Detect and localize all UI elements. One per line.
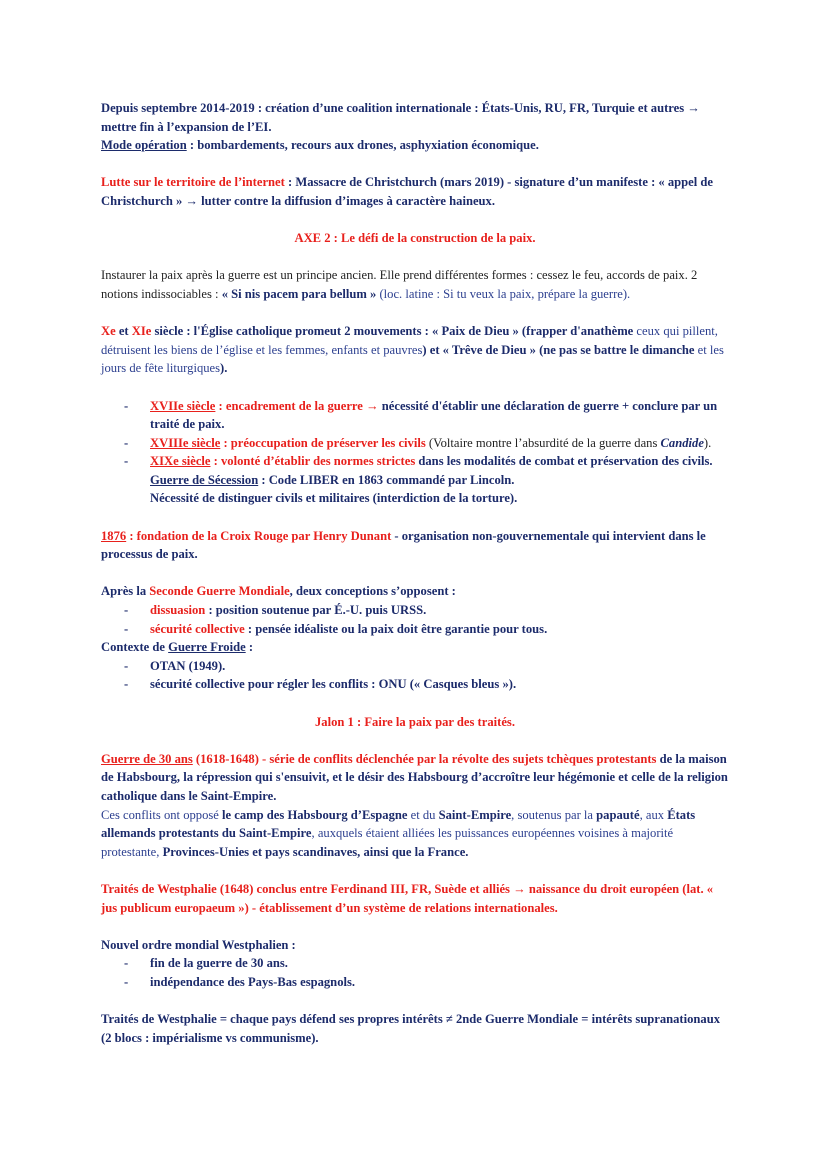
paragraph-conflits — [101, 806, 729, 862]
list-nouvel-ordre — [101, 954, 729, 991]
guerre-30-ans-text-2: de la maison de Habsbourg, la répression qui s'ensuivit, et le désir des Habsbourg d’accroître leur hégémonie et celle de la religion catholique dans le Saint-Empire. — [101, 751, 728, 803]
heading-axe-2: AXE 2 : Le défi de la construction de la paix. — [294, 231, 536, 246]
paragraph-eglise — [101, 322, 729, 378]
term-xviie: XVIIe siècle — [150, 398, 216, 413]
guerre-30-ans-term: Guerre de 30 ans — [101, 751, 193, 766]
conflits-text-8: États allemands protestants du Saint-Empire — [101, 807, 696, 841]
paragraph-nouvel-ordre: Nouvel ordre mondial Westphalien : — [101, 937, 296, 952]
list-item — [101, 620, 729, 639]
paix-text: Instaurer la paix après la guerre est un principe ancien. Elle prend différentes formes : cessez le feu, accords de paix. 2 notions indissociables : — [101, 268, 698, 301]
paragraph-westphalie — [101, 880, 729, 917]
revolte-term: révolte des sujets tchèques protestants — [451, 751, 657, 766]
conflits-text-7: , aux — [639, 807, 668, 822]
term-securite-collective: sécurité collective — [150, 621, 245, 636]
internet-term: Lutte sur le territoire de l’internet — [101, 175, 285, 190]
mode-operation-text: : bombardements, recours aux drones, asphyxiation économique. — [186, 138, 539, 153]
seconde-guerre-term: Seconde Guerre Mondiale — [149, 584, 290, 599]
westphalie-text: Traités de Westphalie (1648) conclus entre Ferdinand III, FR, Suède et alliés → naissance du droit européen (lat. « jus publicum europaeum ») - établissement d’un système de relations internationales. — [101, 881, 714, 915]
xixe-text-2: dans les modalités de combat et préservation des civils. — [415, 454, 713, 469]
paragraph-seconde-guerre — [101, 582, 729, 601]
list-item — [101, 601, 729, 620]
term-xixe: XIXe siècle — [150, 454, 211, 469]
list-item: - OTAN (1949). — [101, 657, 729, 676]
paragraph-coalition — [101, 99, 729, 136]
latin-quote: « Si nis pacem para bellum » — [221, 286, 377, 301]
conflits-text-6: papauté — [596, 807, 640, 822]
document-page — [101, 99, 729, 1047]
term-xe: Xe — [101, 324, 116, 339]
guerre-froide-term: Guerre Froide — [168, 640, 246, 655]
xviie-text-2: nécessité d'établir une déclaration de guerre + conclure par un traité de paix. — [150, 398, 718, 432]
securite-collective-text: : pensée idéaliste ou la paix doit être garantie pour tous. — [244, 621, 548, 636]
croix-rouge-text-1: : fondation de la Croix Rouge par Henry Dunant — [126, 528, 392, 543]
paragraph-paix — [101, 266, 729, 303]
term-xviiie: XVIIIe siècle — [150, 435, 221, 450]
guerre-froide-text-2: : — [245, 640, 254, 655]
guerre-30-ans-text-1: (1618-1648) - série de conflits déclenchée par la — [192, 751, 452, 766]
text-et: et — [115, 324, 132, 339]
xviiie-text-3: ). — [703, 435, 712, 450]
term-xie: XIe — [131, 324, 152, 339]
paragraph-croix-rouge — [101, 527, 729, 564]
xviiie-text-1: : préoccupation de préserver les civils — [220, 435, 426, 450]
list-item — [101, 452, 729, 508]
eglise-text-1: siècle : l'Église catholique promeut 2 mouvements : « Paix de Dieu » (frapper d'anathème — [151, 324, 634, 339]
list-conceptions — [101, 601, 729, 638]
conflits-text-9: , auxquels étaient alliées les puissances européennes voisines à majorité protestante, — [101, 826, 674, 859]
conflits-text-3: et du — [407, 807, 439, 822]
list-item: - sécurité collective pour régler les conflits : ONU (« Casques bleus »). — [101, 675, 729, 694]
eglise-text-5: ). — [220, 361, 228, 376]
paragraph-guerre-froide — [101, 638, 729, 657]
xixe-text-1: : volonté d’établir des normes strictes — [210, 454, 416, 469]
paragraph-guerre-30-ans — [101, 750, 729, 806]
seconde-guerre-text-2: , deux conceptions s’opposent : — [289, 584, 456, 599]
term-dissuasion: dissuasion — [150, 603, 206, 618]
xviiie-text-2: (Voltaire montre l’absurdité de la guerre dans — [425, 435, 661, 450]
paragraph-conclusion: Traités de Westphalie = chaque pays défend ses propres intérêts ≠ 2nde Guerre Mondiale = intérêts supranationaux (2 blocs : impérialisme vs communisme). — [101, 1012, 721, 1045]
seconde-guerre-text-1: Après la — [101, 584, 150, 599]
conflits-text-10: Provinces-Unies et pays scandinaves, ainsi que la France. — [162, 844, 469, 859]
eglise-text-4: et les jours de fête liturgiques — [101, 342, 724, 376]
croix-rouge-text-2: - organisation non-gouvernementale qui intervient dans le processus de paix. — [101, 528, 706, 562]
conflits-text-2: le camp des Habsbourg d’Espagne — [222, 807, 408, 822]
dissuasion-text: : position soutenue par É.-U. puis URSS. — [205, 603, 427, 618]
mode-operation-term: Mode opération — [101, 138, 187, 153]
latin-translation: (loc. latine : Si tu veux la paix, prépare la guerre). — [376, 286, 631, 301]
conflits-text-1: Ces conflits ont opposé — [101, 807, 223, 822]
coalition-text: Depuis septembre 2014-2019 : création d’une coalition internationale : États-Unis, RU, FR, Turquie et autres → mettre fin à l’expansion de l’EI. — [101, 101, 700, 134]
conflits-text-5: , soutenus par la — [511, 807, 597, 822]
xviie-text-1: : encadrement de la guerre → — [215, 398, 382, 413]
eglise-text-3: ) et « Trêve de Dieu » (ne pas se battre le dimanche — [422, 342, 695, 357]
list-item — [101, 397, 729, 434]
heading-jalon-1: Jalon 1 : Faire la paix par des traités. — [315, 714, 515, 729]
conflits-text-4: Saint-Empire — [438, 807, 512, 822]
list-item — [101, 434, 729, 453]
xixe-text-4: Nécessité de distinguer civils et militaires (interdiction de la torture). — [150, 491, 518, 506]
term-1876: 1876 — [101, 528, 127, 543]
paragraph-mode-operation — [101, 136, 729, 155]
list-siecles — [101, 397, 729, 509]
list-guerre-froide — [101, 657, 729, 694]
internet-text: : Massacre de Christchurch (mars 2019) - signature d’un manifeste : « appel de Christchurch » → lutter contre la diffusion d’images à caractère haineux. — [101, 175, 714, 208]
guerre-froide-text-1: Contexte de — [101, 640, 169, 655]
candide-title: Candide — [660, 435, 704, 450]
xixe-text-3: : Code LIBER en 1863 commandé par Lincoln. — [258, 472, 515, 487]
eglise-text-2: ceux qui pillent, détruisent les biens de l’église et les femmes, enfants et pauvres — [101, 324, 718, 357]
guerre-secession-term: Guerre de Sécession — [150, 472, 259, 487]
paragraph-internet — [101, 173, 729, 210]
list-item: - indépendance des Pays-Bas espagnols. — [101, 973, 729, 992]
list-item: - fin de la guerre de 30 ans. — [101, 954, 729, 973]
